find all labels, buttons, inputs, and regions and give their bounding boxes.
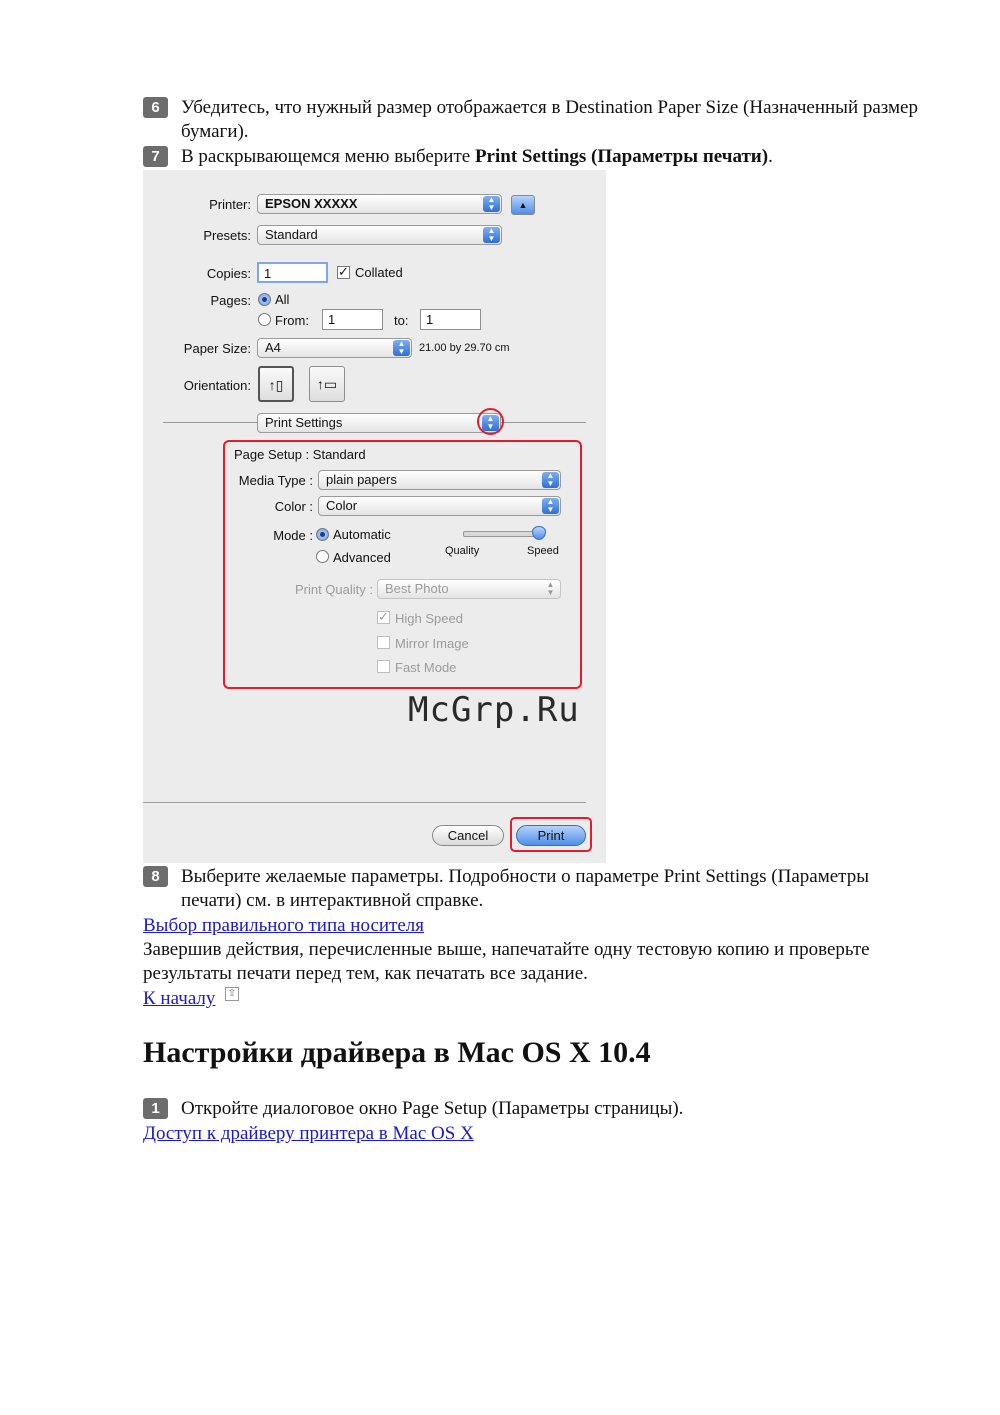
printer-popup[interactable]	[257, 194, 502, 214]
paper-size-dims: 21.00 by 29.70 cm	[419, 342, 510, 354]
mirror-image-checkbox[interactable]	[377, 636, 390, 649]
step-1-text: Откройте диалоговое окно Page Setup (Параметры страницы).	[181, 1098, 684, 1119]
pages-from-radio[interactable]	[258, 313, 271, 326]
media-type-label: Media Type :	[238, 473, 313, 488]
presets-popup[interactable]	[257, 225, 502, 245]
print-button[interactable]: Print	[516, 825, 586, 846]
pages-all-label: All	[275, 292, 290, 307]
paper-size-value: A4	[265, 340, 281, 355]
step-8-text: Выберите желаемые параметры. Подробности о параметре Print Settings (Параметры печати) см. в интерактивной справке.	[181, 866, 869, 911]
printer-label: Printer:	[209, 197, 251, 212]
arrow-up-icon[interactable]: ⇧	[225, 987, 239, 1001]
step-7-text-end: .	[768, 146, 773, 167]
fast-mode-checkbox[interactable]	[377, 660, 390, 673]
color-value: Color	[326, 498, 358, 513]
paper-size-popup[interactable]	[257, 338, 412, 358]
pages-all-radio[interactable]	[258, 293, 271, 306]
collated-checkbox[interactable]: ✓	[338, 264, 349, 279]
print-quality-popup[interactable]	[377, 579, 561, 599]
from-field[interactable]: 1	[322, 309, 383, 330]
to-label: to:	[394, 313, 409, 328]
collated-label: Collated	[355, 265, 403, 280]
orientation-label: Orientation:	[183, 378, 251, 393]
landscape-icon: ↑▭	[316, 376, 338, 392]
mode-advanced-label: Advanced	[333, 550, 391, 565]
media-type-popup[interactable]	[318, 470, 561, 490]
high-speed-checkbox[interactable]: ✓	[378, 609, 389, 624]
bottom-separator	[143, 802, 586, 803]
copies-field[interactable]: 1	[257, 262, 328, 283]
copies-label: Copies:	[206, 266, 251, 281]
presets-label: Presets:	[203, 228, 251, 243]
print-dialog	[143, 170, 606, 863]
driver-access-link[interactable]: Доступ к драйверу принтера в Mac OS X	[143, 1123, 474, 1144]
step-8-badge: 8	[143, 866, 168, 887]
finish-paragraph: Завершив действия, перечисленные выше, напечатайте одну тестовую копию и проверьте результаты печати перед тем, как печатать все задание.	[143, 939, 870, 984]
printer-value: EPSON XXXXX	[265, 196, 358, 211]
step-6-text: Убедитесь, что нужный размер отображается в Destination Paper Size (Назначенный размер бумаги).	[181, 97, 918, 142]
updown-arrows-icon: ▲ ▼	[546, 580, 555, 597]
step-7-badge: 7	[143, 146, 168, 167]
media-type-link[interactable]: Выбор правильного типа носителя	[143, 915, 425, 936]
section-heading: Настройки драйвера в Mac OS X 10.4	[143, 1036, 651, 1069]
color-popup[interactable]	[318, 496, 561, 516]
speed-label: Speed	[527, 545, 559, 557]
media-type-value: plain papers	[326, 472, 397, 487]
step-7-bold: Print Settings (Параметры печати)	[474, 146, 769, 167]
updown-arrows-icon: ▲ ▼	[483, 227, 500, 243]
presets-value: Standard	[265, 227, 318, 242]
high-speed-label: High Speed	[395, 611, 463, 626]
updown-arrows-icon: ▲ ▼	[483, 196, 500, 212]
watermark: McGrp.Ru	[408, 690, 580, 730]
section-popup-value: Print Settings	[265, 415, 343, 430]
step-6-badge: 6	[143, 97, 168, 118]
updown-arrows-icon: ▲ ▼	[393, 340, 410, 356]
pages-from-label: From:	[275, 313, 309, 328]
portrait-icon: ↑▯	[268, 377, 284, 393]
updown-arrows-icon: ▲ ▼	[542, 498, 559, 514]
mode-advanced-radio[interactable]	[316, 550, 329, 563]
updown-arrows-icon: ▲ ▼	[482, 415, 499, 431]
mirror-image-label: Mirror Image	[395, 636, 469, 651]
mode-automatic-radio[interactable]	[316, 528, 329, 541]
page-setup-label: Page Setup : Standard	[234, 447, 366, 462]
quality-label: Quality	[445, 545, 480, 557]
portrait-orientation-button[interactable]	[258, 366, 294, 402]
disclosure-button[interactable]	[511, 195, 535, 215]
to-top-link[interactable]: К началу	[143, 988, 216, 1009]
section-popup[interactable]	[257, 413, 501, 433]
paper-size-label: Paper Size:	[183, 341, 251, 356]
color-label: Color :	[274, 499, 313, 514]
fast-mode-label: Fast Mode	[395, 660, 457, 675]
cancel-button[interactable]: Cancel	[432, 825, 504, 846]
updown-arrows-icon: ▲ ▼	[542, 472, 559, 488]
step-7-text-start: В раскрывающемся меню выберите	[181, 146, 475, 167]
pages-label: Pages:	[210, 293, 251, 308]
to-field[interactable]: 1	[420, 309, 481, 330]
print-quality-value: Best Photo	[385, 581, 449, 596]
step-7-text	[181, 145, 921, 169]
triangle-up-icon: ▲	[518, 200, 528, 210]
print-quality-label: Print Quality :	[294, 582, 373, 597]
quality-speed-slider-track[interactable]	[463, 531, 542, 537]
step-1-badge: 1	[143, 1098, 168, 1119]
mode-automatic-label: Automatic	[333, 527, 391, 542]
mode-label: Mode :	[273, 528, 313, 543]
section-popup-highlight	[477, 408, 504, 435]
landscape-orientation-button[interactable]	[309, 366, 345, 402]
